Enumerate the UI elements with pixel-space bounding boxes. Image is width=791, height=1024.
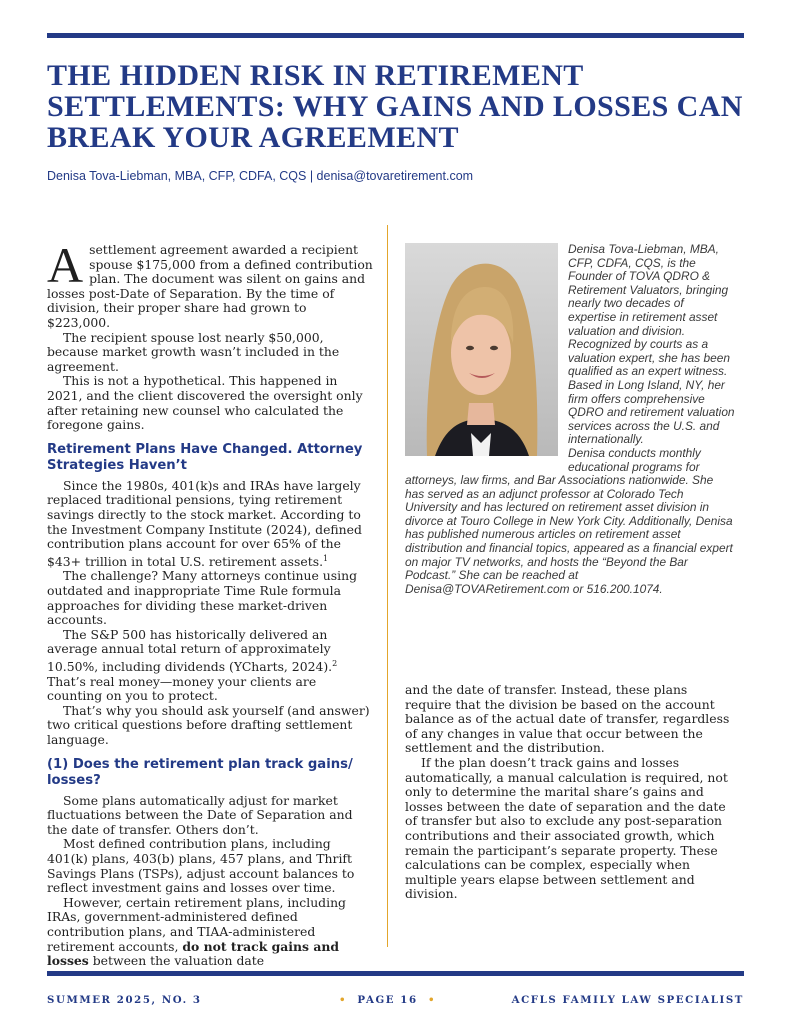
body-paragraph: The challenge? Many attorneys continue using outdated and inappropriate Time Rule formula approaches for dividing these market-driven accounts. xyxy=(47,568,358,628)
article-left-column xyxy=(47,237,373,969)
article-title: THE HIDDEN RISK IN RETIREMENT SETTLEMENTS: WHY GAINS AND LOSSES CAN BREAK YOUR AGREEMENT xyxy=(47,59,743,154)
body-paragraph: Some plans automatically adjust for market fluctuations between the Date of Separation and the date of transfer. Others don’t. xyxy=(47,792,353,837)
body-paragraph: However, certain retirement plans, including IRAs, government-administered defined contribution plans, and TIAA-administered retirement accounts, do not track gains and losses between the valuation date xyxy=(47,894,346,969)
body-paragraph: The S&P 500 has historically delivered an average annual total return of approximately 10.50%, including dividends (YCharts, 2024).$^2$ That’s real money—money your clients are counting on you to protect. xyxy=(47,626,338,704)
article-right-column xyxy=(405,683,735,902)
emphasis-text: do not track gains and losses xyxy=(47,938,340,969)
column-divider xyxy=(387,225,388,947)
body-paragraph: The recipient spouse lost nearly $50,000, because market growth wasn’t included in the agreement. xyxy=(47,329,340,374)
footer-page-number: • PAGE 16 • xyxy=(339,994,437,1006)
intro-paragraph xyxy=(47,237,373,331)
footer-publication: ACFLS FAMILY LAW SPECIALIST xyxy=(511,994,744,1006)
body-paragraph: Since the 1980s, 401(k)s and IRAs have largely replaced traditional pensions, tying retirement savings directly to the stock market. According to the Investment Company Institute (2024), defined contribution plans account for over 65% of the $43+ trillion in total U.S. retirement assets.$^1$ xyxy=(47,477,362,569)
intro-text: settlement agreement awarded a recipient spouse $175,000 from a defined contribution plan. The document was silent on gains and losses post-Date of Separation. By the time of division, their proper share had grown to $223,000. xyxy=(47,242,373,330)
body-paragraph: and the date of transfer. Instead, these plans require that the division be based on the account balance as of the actual date of transfer, regardless of any changes in value that occur between the settlement and the distribution. xyxy=(405,682,730,756)
section-heading: (1) Does the retirement plan track gains/ losses? xyxy=(47,756,353,788)
bottom-rule xyxy=(47,971,744,976)
body-paragraph: That’s why you should ask yourself (and answer) two critical questions before drafting settlement language. xyxy=(47,702,370,748)
author-bio xyxy=(405,243,735,596)
drop-cap: A xyxy=(47,237,84,293)
footer-issue: SUMMER 2025, NO. 3 xyxy=(47,994,202,1006)
footnote-ref: 2 xyxy=(332,658,338,668)
bio-paragraph: Denisa Tova-Liebman, MBA, CFP, CDFA, CQS, is the Founder of TOVA QDRO & Retirement Valuators, bringing nearly two decades of expertise in retirement asset valuation and division. Recognized by courts as a valuation expert, she has been qualified as an expert witness. Based in Long Island, NY, her firm offers comprehensive QDRO and retirement valuation services across the U.S. and internationally. xyxy=(568,242,735,447)
body-paragraph: This is not a hypothetical. This happened in 2021, and the client discovered the oversight only after retaining new counsel who calculated the foregone gains. xyxy=(47,373,363,433)
footnote-ref: 1 xyxy=(323,553,329,563)
author-byline: Denisa Tova-Liebman, MBA, CFP, CDFA, CQS | denisa@tovaretirement.com xyxy=(47,169,474,183)
bio-paragraph: Denisa conducts monthly educational programs for attorneys, law firms, and Bar Associations nationwide. She has served as an adjunct professor at Colorado Tech University and has lectured on retirement asset division in divorce at Touro College in New York City. Additionally, Denisa has published numerous articles on retirement asset distribution and financial topics, appeared as a financial expert on major TV networks, and hosts the “Beyond the Bar Podcast.” She can be reached at Denisa@TOVARetirement.com or 516.200.1074. xyxy=(405,445,733,596)
section-heading: Retirement Plans Have Changed. Attorney Strategies Haven’t xyxy=(47,441,363,473)
body-paragraph: Most defined contribution plans, including 401(k) plans, 403(b) plans, 457 plans, and Thrift Savings Plans (TSPs), adjust account balances to reflect investment gains and losses over time. xyxy=(47,836,355,896)
body-paragraph: If the plan doesn’t track gains and losses automatically, a manual calculation is required, not only to determine the marital share’s gains and losses between the date of separation and the date of transfer but also to exclude any post-separation contributions and their associated growth, which remain the participant’s separate property. These calculations can be complex, especially when multiple years elapse between settlement and division. xyxy=(405,754,728,902)
top-rule xyxy=(47,33,744,38)
